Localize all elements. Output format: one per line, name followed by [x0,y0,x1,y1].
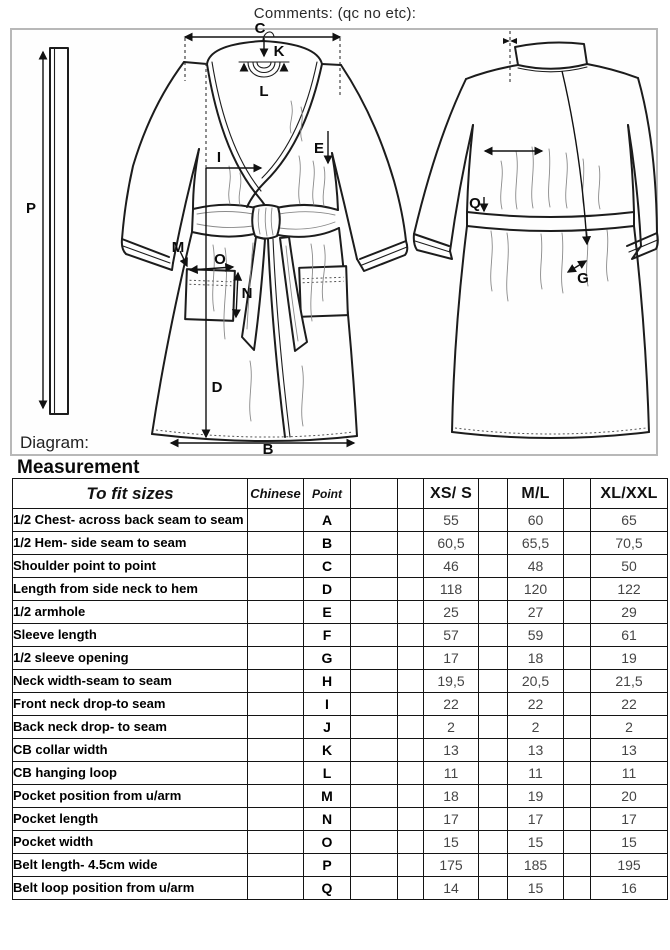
value-xl-xxl: 20 [591,785,668,808]
value-xs-s: 22 [424,693,479,716]
n-measure-arrow [236,273,238,317]
point-label-n: N [241,285,253,302]
spacer-cell [351,578,398,601]
value-m-l: 13 [508,739,564,762]
value-xs-s: 17 [424,808,479,831]
spacer-cell [351,739,398,762]
spacer-cell [479,739,508,762]
comments-label: Comments: (qc no etc): [253,5,417,22]
spacer-cell [351,854,398,877]
value-xs-s: 46 [424,555,479,578]
spacer-cell [479,601,508,624]
point-letter: M [304,785,351,808]
value-m-l: 65,5 [508,532,564,555]
spacer-cell [398,555,424,578]
value-xs-s: 55 [424,509,479,532]
value-m-l: 15 [508,831,564,854]
spacer-cell [351,716,398,739]
value-xl-xxl: 17 [591,808,668,831]
value-xl-xxl: 61 [591,624,668,647]
chinese-cell [248,762,304,785]
point-label-i: I [216,149,222,166]
value-xl-xxl: 22 [591,693,668,716]
spacer-cell [564,509,591,532]
chinese-cell [248,624,304,647]
value-xs-s: 14 [424,877,479,900]
value-xl-xxl: 65 [591,509,668,532]
value-xl-xxl: 70,5 [591,532,668,555]
value-m-l: 59 [508,624,564,647]
spacer-cell [351,509,398,532]
value-m-l: 2 [508,716,564,739]
spacer-cell [398,601,424,624]
value-xl-xxl: 16 [591,877,668,900]
point-letter: I [304,693,351,716]
measurement-row [13,739,668,762]
point-label-q: Q [469,195,481,212]
point-label-c: C [254,20,266,37]
spacer-cell [479,624,508,647]
point-letter: E [304,601,351,624]
value-m-l: 27 [508,601,564,624]
col-header-to-fit-sizes: To fit sizes [13,479,248,509]
spacer-cell [398,693,424,716]
spacer-cell [351,555,398,578]
measurement-row [13,601,668,624]
value-m-l: 22 [508,693,564,716]
value-xl-xxl: 122 [591,578,668,601]
chinese-cell [248,601,304,624]
spacer-cell [351,670,398,693]
value-xs-s: 17 [424,647,479,670]
value-m-l: 20,5 [508,670,564,693]
spacer-cell [351,877,398,900]
value-xl-xxl: 19 [591,647,668,670]
measurement-row [13,693,668,716]
measurement-row [13,808,668,831]
spacer-header [479,479,508,509]
spacer-header [351,479,398,509]
spacer-cell [351,647,398,670]
value-xl-xxl: 29 [591,601,668,624]
chinese-cell [248,831,304,854]
measurement-name: Shoulder point to point [13,555,248,578]
measurement-name: Belt loop position from u/arm [13,877,248,900]
col-header-point: Point [304,479,351,509]
value-xs-s: 175 [424,854,479,877]
spacer-cell [398,647,424,670]
spacer-cell [398,739,424,762]
measurement-name: 1/2 sleeve opening [13,647,248,670]
point-label-k: K [273,43,285,60]
measurement-name: CB collar width [13,739,248,762]
spacer-cell [351,532,398,555]
h-neck-width-marker [503,38,510,44]
point-label-b: B [262,441,274,458]
point-letter: D [304,578,351,601]
value-xl-xxl: 11 [591,762,668,785]
chinese-cell [248,532,304,555]
measurement-name: Front neck drop-to seam [13,693,248,716]
value-m-l: 185 [508,854,564,877]
robe-technical-drawing [12,20,658,458]
measurement-name: CB hanging loop [13,762,248,785]
spacer-cell [564,739,591,762]
spacer-cell [398,532,424,555]
spacer-cell [351,785,398,808]
spacer-cell [564,831,591,854]
value-xl-xxl: 15 [591,831,668,854]
value-xs-s: 2 [424,716,479,739]
value-xs-s: 11 [424,762,479,785]
spacer-cell [351,624,398,647]
measurement-name: Sleeve length [13,624,248,647]
value-xl-xxl: 50 [591,555,668,578]
point-letter: J [304,716,351,739]
measurement-row [13,854,668,877]
chinese-cell [248,555,304,578]
value-m-l: 11 [508,762,564,785]
point-letter: Q [304,877,351,900]
measurement-name: Pocket length [13,808,248,831]
point-letter: L [304,762,351,785]
spacer-cell [351,831,398,854]
spacer-cell [479,693,508,716]
measurement-name: 1/2 Hem- side seam to seam [13,532,248,555]
measurement-row [13,509,668,532]
chinese-cell [248,739,304,762]
measurement-name: 1/2 Chest- across back seam to seam [13,509,248,532]
point-letter: P [304,854,351,877]
spacer-cell [398,509,424,532]
value-m-l: 15 [508,877,564,900]
point-letter: C [304,555,351,578]
belt-rectangle [50,48,68,414]
chinese-cell [248,509,304,532]
spacer-cell [398,762,424,785]
spacer-cell [564,854,591,877]
measurement-title: Measurement [17,457,140,478]
spacer-cell [564,762,591,785]
value-xl-xxl: 13 [591,739,668,762]
col-header-chinese: Chinese [248,479,304,509]
spacer-header [564,479,591,509]
chinese-cell [248,578,304,601]
spacer-cell [479,831,508,854]
spacer-cell [398,578,424,601]
sleeve-length-arrow [562,71,587,244]
spacer-cell [564,808,591,831]
value-m-l: 19 [508,785,564,808]
value-m-l: 48 [508,555,564,578]
value-xs-s: 19,5 [424,670,479,693]
spacer-cell [564,670,591,693]
measurement-name: 1/2 armhole [13,601,248,624]
point-label-o: O [214,251,226,268]
measurement-name: Pocket width [13,831,248,854]
measurement-row [13,578,668,601]
point-letter: B [304,532,351,555]
value-xl-xxl: 2 [591,716,668,739]
measurement-row [13,785,668,808]
value-xl-xxl: 21,5 [591,670,668,693]
spacer-cell [479,877,508,900]
spacer-cell [564,785,591,808]
spacer-cell [564,624,591,647]
spacer-header [398,479,424,509]
spacer-cell [564,647,591,670]
chinese-cell [248,785,304,808]
point-label-d: D [211,379,223,396]
spacer-cell [398,877,424,900]
spacer-cell [564,532,591,555]
spacer-cell [398,785,424,808]
chinese-cell [248,808,304,831]
measurement-row [13,762,668,785]
spacer-cell [351,762,398,785]
spacer-cell [479,532,508,555]
point-letter: H [304,670,351,693]
diagram-box [10,20,658,458]
spacer-cell [564,693,591,716]
measurement-row [13,647,668,670]
measurement-name: Back neck drop- to seam [13,716,248,739]
measurement-row [13,877,668,900]
value-xs-s: 118 [424,578,479,601]
spacer-cell [479,854,508,877]
point-label-p: P [25,200,37,217]
value-xs-s: 57 [424,624,479,647]
diagram-label: Diagram: [20,433,89,452]
measurement-row [13,831,668,854]
spacer-cell [398,716,424,739]
left-pocket [185,269,235,321]
value-m-l: 120 [508,578,564,601]
value-xs-s: 13 [424,739,479,762]
point-letter: O [304,831,351,854]
point-label-l: L [259,83,269,100]
point-letter: A [304,509,351,532]
spacer-cell [479,716,508,739]
measurement-row [13,670,668,693]
measurement-row [13,716,668,739]
col-header-xl-xxl: XL/XXL [591,479,668,509]
value-m-l: 17 [508,808,564,831]
value-m-l: 60 [508,509,564,532]
point-letter: K [304,739,351,762]
belt-flat-sketch [43,48,68,414]
spacer-cell [479,555,508,578]
spacer-cell [479,808,508,831]
point-letter: G [304,647,351,670]
spacer-cell [398,854,424,877]
chinese-cell [248,877,304,900]
chinese-cell [248,647,304,670]
spacer-cell [479,647,508,670]
chinese-cell [248,693,304,716]
spacer-cell [398,624,424,647]
value-xs-s: 18 [424,785,479,808]
measurement-name: Pocket position from u/arm [13,785,248,808]
spacer-cell [564,578,591,601]
spacer-cell [398,831,424,854]
table-header-row [13,479,668,509]
value-xs-s: 60,5 [424,532,479,555]
spacer-cell [398,670,424,693]
measurement-row [13,555,668,578]
spacer-cell [564,555,591,578]
measurement-name: Neck width-seam to seam [13,670,248,693]
point-letter: F [304,624,351,647]
point-label-g: G [577,270,589,287]
chinese-cell [248,716,304,739]
chinese-cell [248,854,304,877]
measurement-table [12,478,668,900]
measurement-row [13,532,668,555]
spacer-cell [479,578,508,601]
value-xl-xxl: 195 [591,854,668,877]
measurement-name: Belt length- 4.5cm wide [13,854,248,877]
spacer-cell [351,601,398,624]
spacer-cell [351,693,398,716]
point-letter: N [304,808,351,831]
col-header-m-l: M/L [508,479,564,509]
spacer-cell [564,601,591,624]
spacer-cell [479,762,508,785]
col-header-xs-s: XS/ S [424,479,479,509]
measurement-row [13,624,668,647]
chinese-cell [248,670,304,693]
spacer-cell [479,509,508,532]
value-m-l: 18 [508,647,564,670]
value-xs-s: 15 [424,831,479,854]
measurement-name: Length from side neck to hem [13,578,248,601]
point-label-e: E [313,140,325,157]
spacer-cell [479,670,508,693]
spacer-cell [564,877,591,900]
spacer-cell [479,785,508,808]
spacer-cell [351,808,398,831]
spacer-cell [564,716,591,739]
point-label-m: M [171,239,185,256]
spacer-cell [398,808,424,831]
back-view-sketch [414,31,658,438]
value-xs-s: 25 [424,601,479,624]
